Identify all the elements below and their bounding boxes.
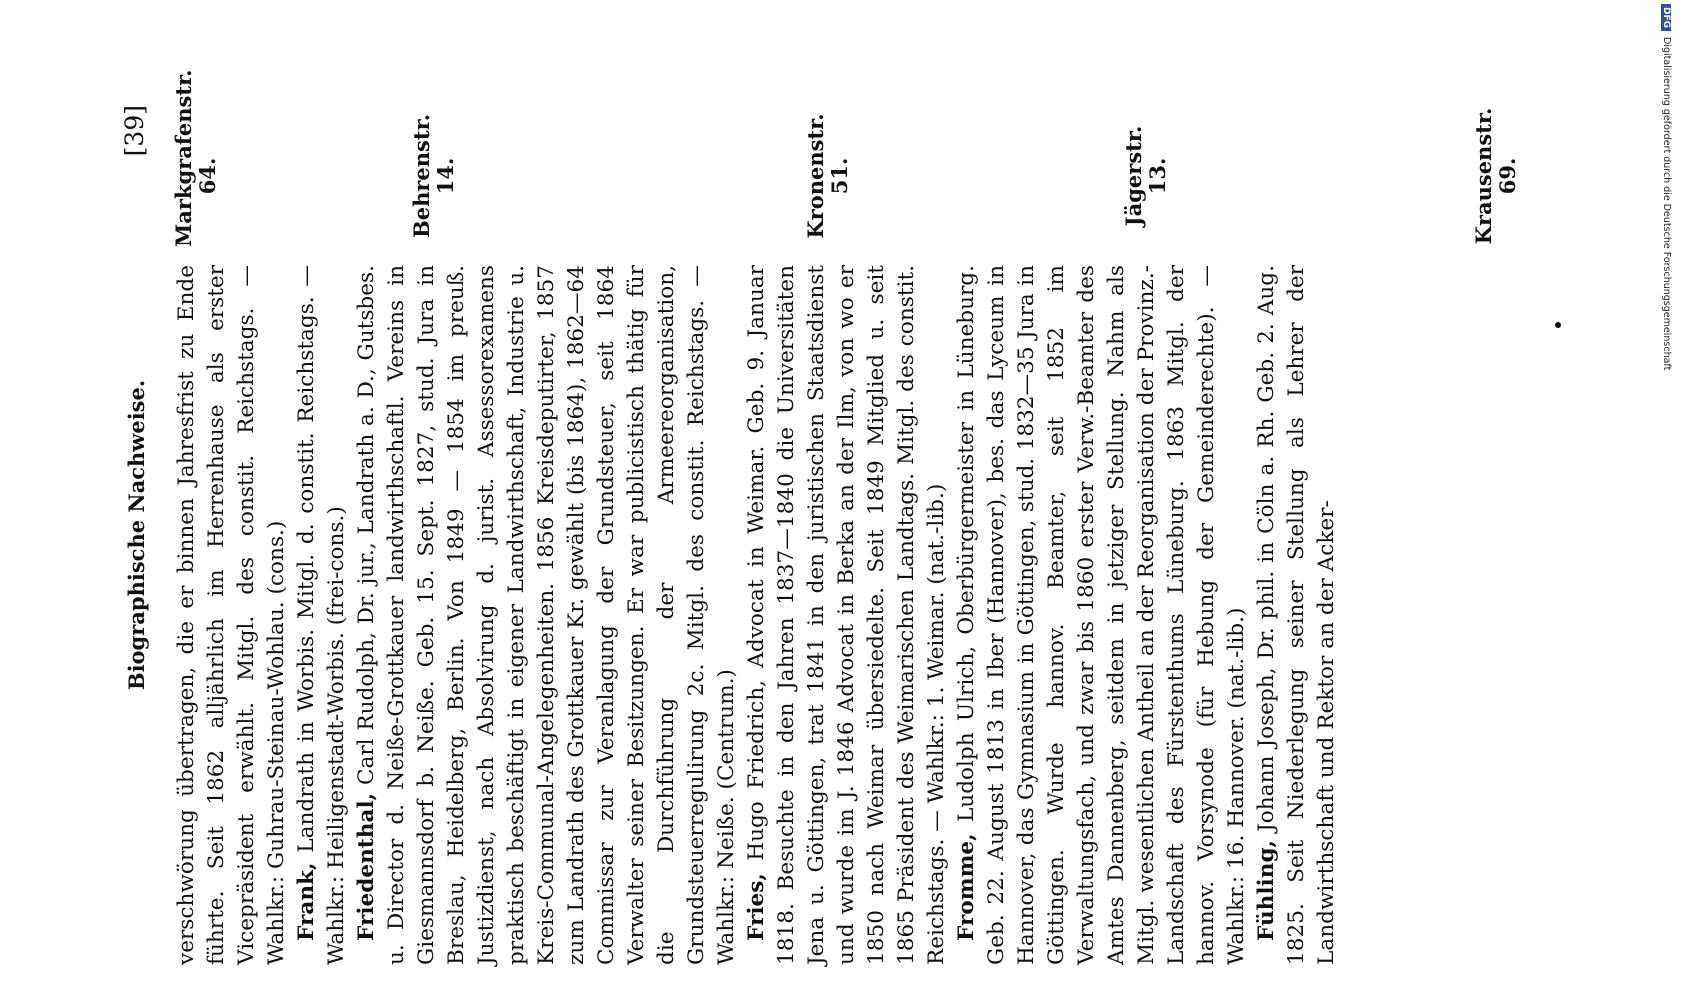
ink-speck [1555, 322, 1561, 328]
biography-entry-fromme [952, 265, 1252, 965]
credit-text: Digitalisierung gefördert durch die Deutsche Forschungsgemeinschaft [1661, 37, 1672, 371]
entry-text: Hugo Friedrich, Advocat in Weimar. Geb. 9. Januar 1818. Besuchte in den Jahren 1837—1840 die Universitäten Jena u. Göttingen, trat 1841 in den juristischen Staatsdienst und wurde im J. 1846 Advocat in Berka an der Ilm, von wo er 1850 nach Weimar übersiedelte. Seit 1849 Mitglied u. seit 1865 Präsident des Weimarischen Landtags. Mitgl. des constit. Reichstags. — Wahlkr.: 1. Weimar. (nat.-lib.) [744, 265, 949, 965]
page-header [120, 105, 160, 965]
biography-entry-frank [292, 265, 352, 965]
digitization-credit [1658, 4, 1672, 704]
margin-note-address: Behrenstr. 14. [409, 113, 458, 239]
entry-text: Ludolph Ulrich, Oberbürgermeister in Lüneburg. Geb. 22. August 1813 in Iber (Hannover), bes. das Lyceum in Hannover, das Gymnasium in Göttingen, stud. 1832—35 Jura in Göttingen. Wurde hannov. Beamter, seit 1852 im Verwaltungsfach, und zwar bis 1860 erster Verw.-Beamter des Amtes Dannenberg, seitdem in jetziger Stellung. Nahm als Mitgl. wesentlichen Antheil an der Reorganisation der Provinz.-Landschaft des Fürstenthums Lüneburg. 1863 Mitgl. der hannov. Vorsynode (für Hebung der Gemeinderechte). — Wahlkr.: 16. Hannover. (nat.-lib.) [954, 265, 1249, 965]
entry-name: Fries, [744, 873, 769, 941]
entry-name: Fühling, [1254, 839, 1279, 941]
entry-text: Landrath in Worbis. Mitgl. d. constit. Reichstags. — Wahlkr.: Heiligenstadt-Worbis. (frei-cons.) [294, 265, 349, 965]
entry-name: Fromme, [954, 833, 979, 941]
address-margin-notes [171, 69, 1572, 247]
margin-note-address: Kronenstr. 51. [803, 113, 852, 239]
biography-entry-fuehling [1252, 265, 1342, 965]
margin-note-address: Krausenstr. 69. [1471, 107, 1520, 245]
entry-name: Friedenthal, [354, 792, 379, 941]
biography-entry-continued [172, 265, 292, 965]
biography-entry-fries [742, 265, 952, 965]
entry-text: Johann Joseph, Dr. phil. in Cöln a. Rh. Geb. 2. Aug. 1825. Seit Niederlegung seiner Stellung als Lehrer der Landwirthschaft und Rektor an der Acker- [1254, 265, 1339, 965]
biography-entry-friedenthal [352, 265, 742, 965]
margin-note-address: Jägerstr. 13. [1121, 125, 1170, 227]
biography-text [172, 265, 1342, 965]
page-number: [39] [120, 105, 149, 157]
entry-text: verschwörung übertragen, die er binnen Jahresfrist zu Ende führte. Seit 1862 alljährlich im Herrenhause als erster Vicepräsident erwählt. Mitgl. des constit. Reichstags. — Wahlkr.: Guhrau-Steinau-Wohlau. (cons.) [174, 265, 289, 965]
entry-text: Carl Rudolph, Dr. jur., Landrath a. D., Gutsbes. u. Director d. Neiße-Grottkauer landwirthschaftl. Vereins in Giesmannsdorf b. Neiße. Geb. 15. Sept. 1827, stud. Jura in Breslau, Heidelberg, Berlin. Von 1849 — 1854 im preuß. Justizdienst, nach Absolvirung d. jurist. Assessorexamens praktisch beschäftigt in eigener Landwirthschaft, Industrie u. Kreis-Communal-Angelegenheiten. 1856 Kreisdeputirter, 1857 zum Landrath des Grottkauer Kr. gewählt (bis 1864), 1862—64 Commissar zur Veranlagung der Grundsteuer, seit 1864 Verwalter seiner Besitzungen. Er war publicistisch thätig für die Durchführung der Armeereorganisation, Grundsteuerregulirung 2c. Mitgl. des constit. Reichstags. — Wahlkr.: Neiße. (Centrum.) [354, 265, 739, 965]
running-title: Biographische Nachweise. [124, 379, 149, 691]
rotated-book-page [120, 69, 1520, 965]
entry-name: Frank, [294, 862, 319, 941]
margin-note-address: Markgrafenstr. 64. [171, 69, 220, 247]
dfg-logo: DFG [1661, 4, 1671, 31]
